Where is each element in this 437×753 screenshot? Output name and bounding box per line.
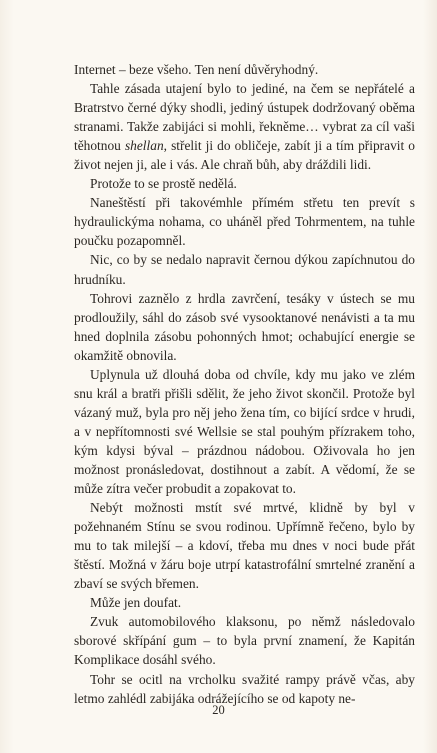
paragraph-10 [74,612,415,669]
paragraph-3 [74,174,415,193]
paragraph-text: Naneštěstí při takovémhle přímém střetu ten prevít s hydraulickýma nohama, co uháněl před Tohrmentem, na tuhle poučku pozapomněl. [74,195,415,249]
paragraph-text: Nic, co by se nedalo napravit černou dýkou zapíchnutou do hrudníku. [74,252,415,287]
paragraph-9 [74,593,415,612]
paragraph-6 [74,289,415,365]
paragraph-8 [74,498,415,593]
shellan-term: shellan [124,138,164,154]
paragraph-text: Uplynula už dlouhá doba od chvíle, kdy mu jako ve zlém snu král a bratři přišli sdělit, že jeho život skončil. Protože byl vázaný muž, byla pro něj jeho žena tím, co bijící srdce v hrudi, a v nepřítomnosti své Wellsie se stal pouhým přízrakem toho, kým kdysi býval – prázdnou nádobou. Oživovala ho jen možnost pronásledovat, dostihnout a zabít. A vědomí, že se může zítra večer probudit a zopakovat to. [74,366,415,497]
paragraph-text: Protože to se prostě nedělá. [90,176,237,192]
paragraph-text-rich: Tahle zásada utajení bylo to jediné, na čem se nepřátelé a Bratrstvo černé dýky shodli, jediný ústupek dodržovaný oběma stranami. Takže zabijáci si mohli, řekněme… vybrat za cíl vaši těhotnou shellan, střelit ji do obličeje, zabít ji a tím připravit o život nejen ji, ale i vás. Ale chraň bůh, aby dráždili lidi. [74,81,415,173]
page-number: 20 [212,703,225,717]
paragraph-7 [74,365,415,498]
paragraph-text: Tohrovi zaznělo z hrdla zavrčení, tesáky v ústech se mu prodloužily, sáhl do zásob své vysooktanové nenávisti a ta mu hned doplnila zásobu pohonných hmot; ochabující energie se okamžitě obnovila. [74,290,415,363]
paragraph-text: Internet – beze všeho. Ten není důvěryhodný. [74,62,319,77]
paragraph-text: Tohr se ocitl na vrcholku svažité rampy právě včas, aby letmo zahlédl zabijáka odrážejícího se od kapoty ne- [74,671,415,706]
paragraph-5 [74,250,415,288]
paragraph-text: Může jen doufat. [90,595,182,611]
paragraph-4 [74,193,415,250]
body-text [74,60,415,708]
paragraph-2 [74,79,415,174]
paragraph-text: Zvuk automobilového klaksonu, po němž následovalo sborové skřípání gum – to byla první znamení, že Kapitán Komplikace dosáhl svého. [74,614,415,668]
paragraph-text: Nebýt možnosti mstít své mrtvé, klidně by byl v požehnaném Stínu se svou rodinou. Upřímně řečeno, bylo by mu to tak milejší – a kdoví, třeba mu dnes v noci bude přát štěstí. Možná v žáru boje utrpí katastrofální smrtelné zranění a zbaví se svých břemen. [74,500,415,592]
paragraph-1 [74,60,415,79]
